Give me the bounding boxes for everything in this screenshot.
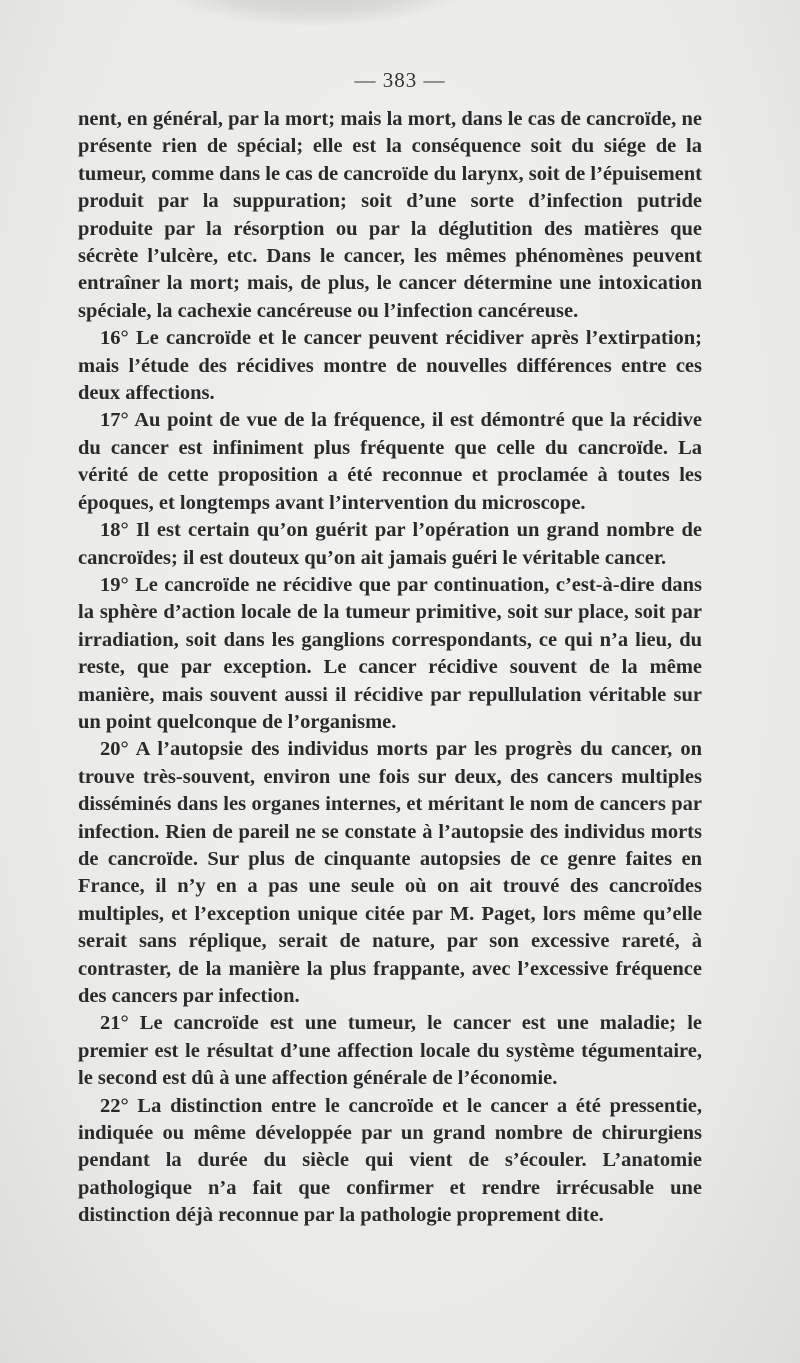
page-body	[78, 106, 702, 1230]
paragraph-21: 21° Le cancroïde est une tumeur, le cancer est une maladie; le premier est le résultat d’une affection locale du système tégumentaire, le second est dû à une affection générale de l’économie.	[78, 1012, 702, 1090]
paragraph-22: 22° La distinction entre le cancroïde et le cancer a été pressentie, indiquée ou même développée par un grand nombre de chirurgiens pendant la durée du siècle qui vient de s’écouler. L’anatomie pathologique n’a fait que confirmer et rendre irrécusable une distinction déjà reconnue par la pathologie proprement dite.	[78, 1094, 702, 1227]
paragraph-17: 17° Au point de vue de la fréquence, il est démontré que la récidive du cancer est infiniment plus fréquente que celle du cancroïde. La vérité de cette proposition a été reconnue et proclamée à toutes les époques, et longtemps avant l’intervention du microscope.	[78, 409, 702, 514]
paragraph-continuation: nent, en général, par la mort; mais la mort, dans le cas de cancroïde, ne présente rien de spécial; elle est la conséquence soit du siége de la tumeur, comme dans le cas de cancroïde du larynx, soit de l’épuisement produit par la suppuration; soit d’une sorte d’infection putride produite par la résorption ou par la déglutition des matières que sécrète l’ulcère, etc. Dans le cancer, les mêmes phénomènes peuvent entraîner la mort; mais, de plus, le cancer détermine une intoxication spéciale, la cachexie cancéreuse ou l’infection cancéreuse.	[78, 108, 702, 322]
paragraph-18: 18° Il est certain qu’on guérit par l’opération un grand nombre de cancroïdes; il est douteux qu’on ait jamais guéri le véritable cancer.	[78, 519, 702, 569]
paragraph-20: 20° A l’autopsie des individus morts par les progrès du cancer, on trouve très-souvent, environ une fois sur deux, des cancers multiples disséminés dans les organes internes, et méritant le nom de cancers par infection. Rien de pareil ne se constate à l’autopsie des individus morts de cancroïde. Sur plus de cinquante autopsies de ce genre faites en France, il n’y en a pas une seule où on ait trouvé des cancroïdes multiples, et l’exception unique citée par M. Paget, lors même qu’elle serait sans réplique, serait de nature, par son excessive rareté, à contraster, de la manière la plus frappante, avec l’excessive fréquence des cancers par infection.	[78, 738, 702, 1007]
paragraph-16: 16° Le cancroïde et le cancer peuvent récidiver après l’extirpation; mais l’étude des récidives montre de nouvelles différences entre ces deux affections.	[78, 327, 702, 405]
page-stain	[150, 0, 480, 25]
paragraph-19: 19° Le cancroïde ne récidive que par continuation, c’est-à-dire dans la sphère d’action locale de la tumeur primitive, soit sur place, soit par irradiation, soit dans les ganglions correspondants, ce qui n’a lieu, du reste, que par exception. Le cancer récidive souvent de la même manière, mais souvent aussi il récidive par repullulation véritable sur un point quelconque de l’organisme.	[78, 573, 702, 733]
page-number: — 383 —	[354, 68, 446, 92]
